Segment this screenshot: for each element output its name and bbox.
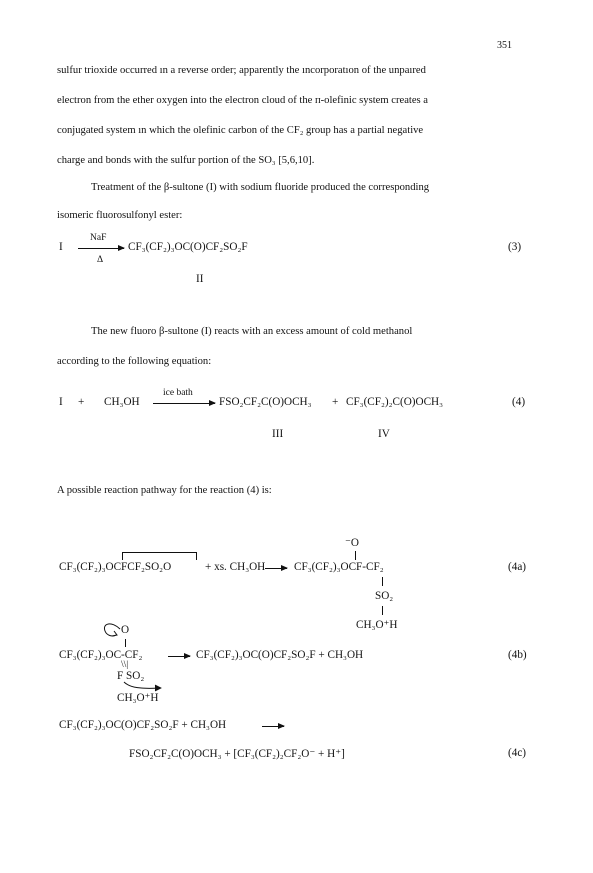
eq3-condition: Δ xyxy=(97,255,104,265)
eq3-reagent: NaF xyxy=(90,233,107,243)
eq4c-line1: CF₃(CF₂)₃OC(O)CF₂SO₂F + CH₃OH xyxy=(59,719,227,731)
eq4-plus2: + xyxy=(332,396,339,408)
text-line: The new fluoro β-sultone (I) reacts with an excess amount of cold methanol xyxy=(91,326,413,337)
eq4b-ch3oh: CH₃O⁺H xyxy=(117,692,159,704)
eq4a-product: CF₃(CF₂)₃OCF-CF₂ xyxy=(294,561,384,573)
text-line: Treatment of the β-sultone (I) with sodium fluoride produced the corresponding xyxy=(91,182,430,193)
reaction-arrow-icon xyxy=(262,726,284,727)
bond-line xyxy=(125,639,126,647)
text-line: isomeric fluorosulfonyl ester: xyxy=(57,210,183,221)
eq4b-product: CF₃(CF₂)₃OC(O)CF₂SO₂F + CH₃OH xyxy=(196,649,364,661)
eq4a-o-minus: ⁻O xyxy=(345,537,359,549)
eq4a-plus: + xs. CH₃OH xyxy=(205,561,266,573)
text-line: sulfur trioxide occurred ın a reverse order; apparently the ıncorporatıon of the unpaıred xyxy=(57,65,426,76)
text-line: electron from the ether oxygen into the electron cloud of the п-olefinic system creates a xyxy=(57,95,429,106)
eq4a-ch3oh: CH₃O⁺H xyxy=(356,619,398,631)
eq4c-number: (4c) xyxy=(508,747,527,759)
bond-break-mark: \\| xyxy=(121,660,129,670)
eq3-product-label: II xyxy=(196,273,204,285)
page-number: 351 xyxy=(497,40,512,51)
ring-bond xyxy=(122,552,123,560)
eq4b-fso2: F SO₂ xyxy=(117,670,145,682)
eq4a-reactant: CF₃(CF₂)₃OCFCF₂SO₂O xyxy=(59,561,172,573)
eq4a-so2: SO₂ xyxy=(375,590,394,602)
bond-line xyxy=(382,606,383,615)
eq4-reactant2: CH₃OH xyxy=(104,396,140,408)
reaction-arrow-icon xyxy=(78,248,124,249)
eq4-number: (4) xyxy=(512,396,526,408)
eq4-plus1: + xyxy=(78,396,85,408)
eq4-label1: III xyxy=(272,428,284,440)
eq3-reactant: I xyxy=(59,241,63,253)
bond-line xyxy=(355,551,356,560)
eq4b-reactant: CF₃(CF₂)₃OC-CF₂ xyxy=(59,649,143,661)
eq4-product1: FSO₂CF₂C(O)OCH₃ xyxy=(219,396,312,408)
eq4b-o-top: O xyxy=(121,624,130,636)
bond-line xyxy=(382,577,383,586)
eq4a-number: (4a) xyxy=(508,561,527,573)
eq4-label2: IV xyxy=(378,428,390,440)
eq4-product2: CF₃(CF₂)₂C(O)OCH₃ xyxy=(346,396,444,408)
text-line: conjugated system ın which the olefinic carbon of the CF₂ group has a partial negative xyxy=(57,125,424,136)
reaction-arrow-icon xyxy=(153,403,215,404)
eq3-product: CF₃(CF₂)₃OC(O)CF₂SO₂F xyxy=(128,241,248,253)
eq4b-number: (4b) xyxy=(508,649,527,661)
ring-bond xyxy=(122,552,196,553)
eq4c-line2: FSO₂CF₂C(O)OCH₃ + [CF₃(CF₂)₂CF₂O⁻ + H⁺] xyxy=(129,748,345,760)
text-line: according to the following equation: xyxy=(57,356,212,367)
eq4-condition: ice bath xyxy=(163,388,193,398)
text-line: charge and bonds with the sulfur portion of the SO₃ [5,6,10]. xyxy=(57,155,315,166)
reaction-arrow-icon xyxy=(168,656,190,657)
eq3-number: (3) xyxy=(508,241,522,253)
ring-bond xyxy=(196,552,197,560)
eq4-reactant1: I xyxy=(59,396,63,408)
paragraph-4: A possible reaction pathway for the reaction (4) is: xyxy=(57,485,272,496)
reaction-arrow-icon xyxy=(265,568,287,569)
